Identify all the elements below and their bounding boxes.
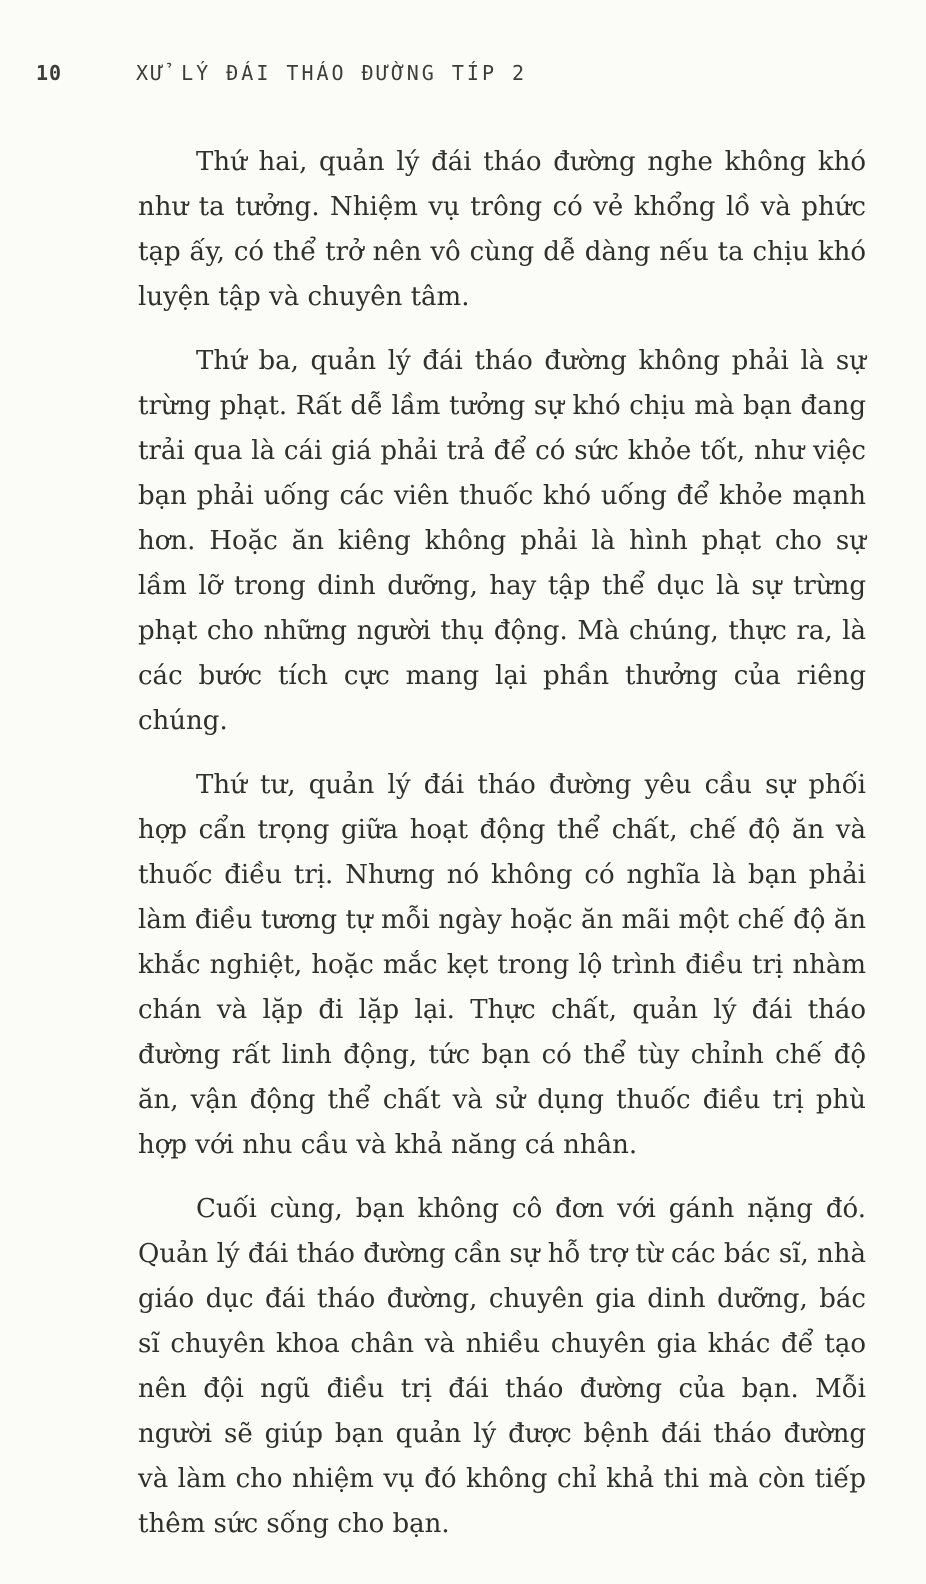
paragraph-third: Thứ ba, quản lý đái tháo đường không phải là sự trừng phạt. Rất dễ lầm tưởng sự khó chịu mà bạn đang trải qua là cái giá phải trả để có sức khỏe tốt, như việc bạn phải uống các viên thuốc khó uống để khỏe mạnh hơn. Hoặc ăn kiêng không phải là hình phạt cho sự lầm lỡ trong dinh dưỡng, hay tập thể dục là sự trừng phạt cho những người thụ động. Mà chúng, thực ra, là các bước tích cực mang lại phần thưởng của riêng chúng. (138, 346, 866, 736)
paragraph-second: Thứ hai, quản lý đái tháo đường nghe không khó như ta tưởng. Nhiệm vụ trông có vẻ khổng lồ và phức tạp ấy, có thể trở nên vô cùng dễ dàng nếu ta chịu khó luyện tập và chuyên tâm. (138, 147, 866, 312)
running-title: XỬ LÝ ĐÁI THÁO ĐƯỜNG TÍP 2 (136, 61, 528, 85)
paragraph-fourth: Thứ tư, quản lý đái tháo đường yêu cầu sự phối hợp cẩn trọng giữa hoạt động thể chất, chế độ ăn và thuốc điều trị. Nhưng nó không có nghĩa là bạn phải làm điều tương tự mỗi ngày hoặc ăn mãi một chế độ ăn khắc nghiệt, hoặc mắc kẹt trong lộ trình điều trị nhàm chán và lặp đi lặp lại. Thực chất, quản lý đái tháo đường rất linh động, tức bạn có thể tùy chỉnh chế độ ăn, vận động thể chất và sử dụng thuốc điều trị phù hợp với nhu cầu và khả năng cá nhân. (138, 770, 866, 1160)
running-header (36, 58, 527, 88)
body-text (138, 140, 866, 1566)
paragraph-finally: Cuối cùng, bạn không cô đơn với gánh nặng đó. Quản lý đái tháo đường cần sự hỗ trợ từ các bác sĩ, nhà giáo dục đái tháo đường, chuyên gia dinh dưỡng, bác sĩ chuyên khoa chân và nhiều chuyên gia khác để tạo nên đội ngũ điều trị đái tháo đường của bạn. Mỗi người sẽ giúp bạn quản lý được bệnh đái tháo đường và làm cho nhiệm vụ đó không chỉ khả thi mà còn tiếp thêm sức sống cho bạn. (138, 1194, 866, 1539)
page-number: 10 (36, 61, 63, 85)
